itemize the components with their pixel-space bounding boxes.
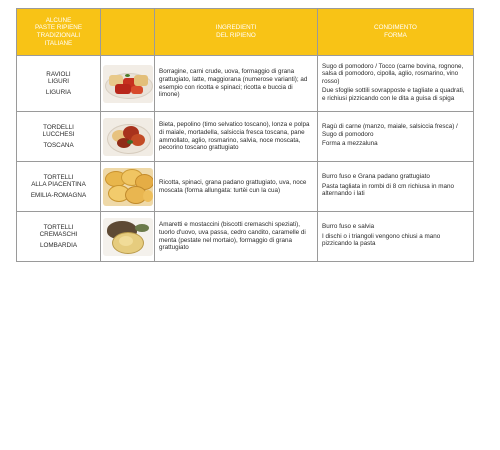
pasta-region: LIGURIA [45,88,72,96]
pasta-name-cell [17,212,101,262]
header-filling: INGREDIENTI DEL RIPIENO [155,9,318,56]
condiment-text: Ragù di carne (manzo, maiale, salsiccia fresca) / Sugo di pomodoro [322,123,458,138]
pasta-name: TORDELLI LUCCHESI [42,123,75,139]
condiment-cell [318,212,474,262]
condiment-cell [318,112,474,162]
condiment-text: Burro fuso e salvia [322,223,375,231]
pasta-region: EMILIA-ROMAGNA [30,191,87,199]
pasta-image-cell [101,162,155,212]
filling-cell: Bieta, pepolino (timo selvatico toscano), lonza e polpa di maiale, mortadella, salsiccia fresca toscana, pane ammollato, aglio, rosmarino, salvia, noce moscata, pecorino toscano grattugiato [155,112,318,162]
shape-text: I dischi o i triangoli vengono chiusi a mano pizzicando la pasta [322,232,441,248]
pasta-name-cell [17,162,101,212]
filling-cell: Ricotta, spinaci, grana padano grattugiato, uva, noce moscata (forma allungata: turtèi cun la cua) [155,162,318,212]
header-image [101,9,155,56]
pasta-name-cell [17,112,101,162]
condiment-cell [318,56,474,112]
pasta-name: TORTELLI ALLA PIACENTINA [31,173,86,189]
pasta-name: TORTELLI CREMASCHI [39,223,78,239]
shape-text: Forma a mezzaluna [322,140,378,148]
tortelli-cremaschi-dish-icon [103,218,153,256]
tordelli-dish-icon [103,118,153,156]
pasta-name-cell [17,56,101,112]
condiment-text: Burro fuso e Grana padano grattugiato [322,173,430,181]
header-condiment: CONDIMENTO FORMA [318,9,474,56]
filling-cell: Amaretti e mostaccini (biscotti cremaschi speziati), tuorlo d'uovo, uva passa, cedro candito, caramelle di menta (pestate nel mortaio), formaggio di grana grattugiato [155,212,318,262]
pasta-table [16,8,474,262]
shape-text: Due sfoglie sottili sovrapposte e tagliate a quadrati, e richiusi pizzicando con le dita a guisa di spiga [322,87,465,102]
table-row [17,112,474,162]
pasta-region: LOMBARDIA [39,241,78,249]
table-row [17,56,474,112]
pasta-image-cell [101,112,155,162]
table-row [17,212,474,262]
ravioli-dish-icon [103,65,153,103]
shape-text: Pasta tagliata in rombi di 8 cm richiusa in mano alternando i lati [322,182,454,198]
pasta-image-cell [101,212,155,262]
pasta-image-cell [101,56,155,112]
pasta-region: TOSCANA [43,141,74,149]
filling-cell: Borragine, carni crude, uova, formaggio di grana grattugiato, latte, maggiorana (numerose varianti); ad esempio con ricotta e spinaci; ricotta e buccia di limone) [155,56,318,112]
table-row [17,162,474,212]
condiment-text: Sugo di pomodoro / Tocco (carne bovina, rognone, salsa di pomodoro, cipolla, aglio, rosmarino, vino rosso) [322,62,464,85]
pasta-name: RAVIOLI LIGURI [46,70,71,86]
condiment-cell [318,162,474,212]
tortelli-piacentina-dish-icon [103,168,153,206]
header-name: ALCUNE PASTE RIPIENE TRADIZIONALI ITALIANE [17,9,101,56]
header-row [17,9,474,56]
